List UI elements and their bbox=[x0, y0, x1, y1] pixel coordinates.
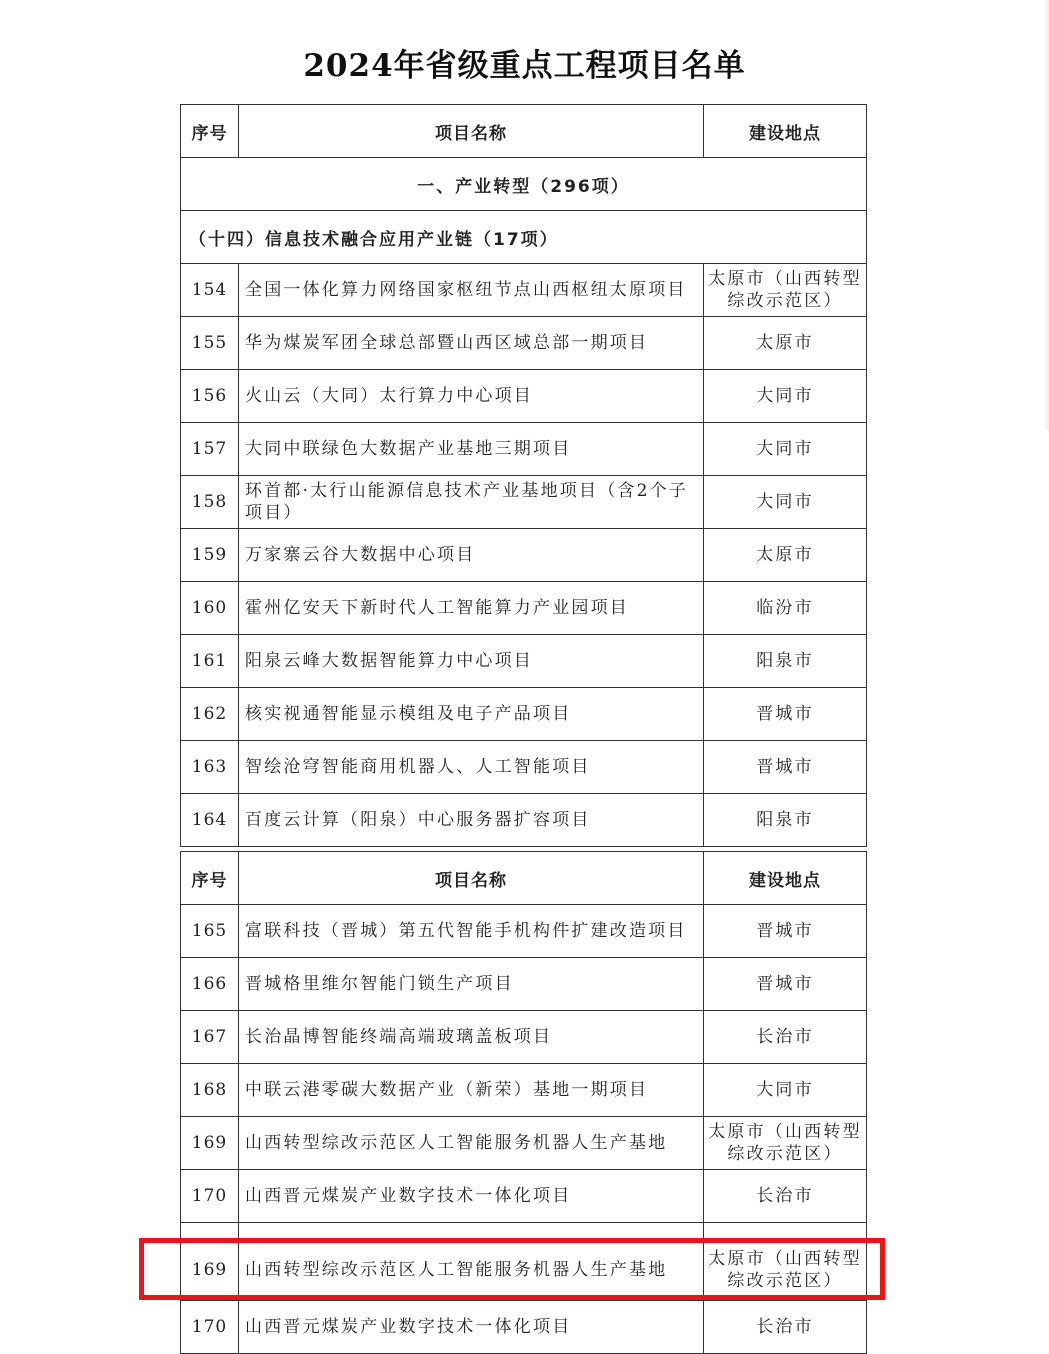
row-no: 155 bbox=[181, 317, 239, 370]
project-table-part-1 bbox=[180, 104, 867, 847]
row-location: 长治市 bbox=[704, 1170, 867, 1223]
row-location: 太原市（山西转型综改示范区） bbox=[704, 1239, 867, 1301]
row-name: 晋城格里维尔智能门锁生产项目 bbox=[239, 958, 704, 1011]
category-label: 一、产业转型（296项） bbox=[181, 158, 867, 211]
row-location: 长治市 bbox=[704, 1301, 867, 1354]
row-name: 长治晶博智能终端高端玻璃盖板项目 bbox=[239, 1011, 704, 1064]
table-row bbox=[181, 582, 867, 635]
row-name: 山西晋元煤炭产业数字技术一体化项目 bbox=[239, 1301, 704, 1354]
table-row bbox=[181, 741, 867, 794]
header-no: 序号 bbox=[181, 105, 239, 158]
row-no: 170 bbox=[181, 1170, 239, 1223]
row-no: 159 bbox=[181, 529, 239, 582]
project-table-part-2 bbox=[180, 851, 867, 1223]
row-name: 富联科技（晋城）第五代智能手机构件扩建改造项目 bbox=[239, 905, 704, 958]
row-name: 万家寨云谷大数据中心项目 bbox=[239, 529, 704, 582]
table-row bbox=[181, 370, 867, 423]
row-name: 智绘沧穹智能商用机器人、人工智能项目 bbox=[239, 741, 704, 794]
row-location: 大同市 bbox=[704, 370, 867, 423]
row-name: 山西晋元煤炭产业数字技术一体化项目 bbox=[239, 1170, 704, 1223]
row-location: 晋城市 bbox=[704, 688, 867, 741]
subcategory-label: （十四）信息技术融合应用产业链（17项） bbox=[181, 211, 867, 264]
page-edge-shadow bbox=[1043, 0, 1049, 430]
table-row bbox=[181, 423, 867, 476]
row-name: 核实视通智能显示模组及电子产品项目 bbox=[239, 688, 704, 741]
row-location: 阳泉市 bbox=[704, 635, 867, 688]
row-location: 阳泉市 bbox=[704, 794, 867, 847]
row-location: 晋城市 bbox=[704, 905, 867, 958]
row-name: 百度云计算（阳泉）中心服务器扩容项目 bbox=[239, 794, 704, 847]
header-location: 建设地点 bbox=[704, 852, 867, 905]
row-location: 晋城市 bbox=[704, 958, 867, 1011]
row-location: 大同市 bbox=[704, 476, 867, 529]
row-name: 大同中联绿色大数据产业基地三期项目 bbox=[239, 423, 704, 476]
row-location: 晋城市 bbox=[704, 741, 867, 794]
page-title: 2024年省级重点工程项目名单 bbox=[303, 48, 746, 84]
table-row bbox=[181, 317, 867, 370]
row-no: 158 bbox=[181, 476, 239, 529]
row-location: 临汾市 bbox=[704, 582, 867, 635]
category-row bbox=[181, 158, 867, 211]
row-location: 太原市（山西转型综改示范区） bbox=[704, 1117, 867, 1170]
header-location: 建设地点 bbox=[704, 105, 867, 158]
table-row bbox=[181, 264, 867, 317]
row-name: 山西转型综改示范区人工智能服务机器人生产基地 bbox=[239, 1117, 704, 1170]
table-row bbox=[181, 635, 867, 688]
row-no: 156 bbox=[181, 370, 239, 423]
row-name: 全国一体化算力网络国家枢纽节点山西枢纽太原项目 bbox=[239, 264, 704, 317]
row-no: 160 bbox=[181, 582, 239, 635]
row-no: 161 bbox=[181, 635, 239, 688]
row-no: 169 bbox=[181, 1239, 239, 1301]
row-name: 华为煤炭军团全球总部暨山西区域总部一期项目 bbox=[239, 317, 704, 370]
row-no: 165 bbox=[181, 905, 239, 958]
row-no: 163 bbox=[181, 741, 239, 794]
header-name: 项目名称 bbox=[239, 105, 704, 158]
table-row bbox=[181, 476, 867, 529]
row-name: 火山云（大同）太行算力中心项目 bbox=[239, 370, 704, 423]
header-no: 序号 bbox=[181, 852, 239, 905]
row-no: 170 bbox=[181, 1301, 239, 1354]
row-no: 154 bbox=[181, 264, 239, 317]
row-no: 164 bbox=[181, 794, 239, 847]
table-row bbox=[181, 958, 867, 1011]
row-location: 太原市 bbox=[704, 317, 867, 370]
highlight-box bbox=[139, 1238, 885, 1300]
row-location: 大同市 bbox=[704, 423, 867, 476]
table-row bbox=[181, 1011, 867, 1064]
row-no: 166 bbox=[181, 958, 239, 1011]
row-location: 太原市（山西转型综改示范区） bbox=[704, 264, 867, 317]
row-no: 167 bbox=[181, 1011, 239, 1064]
row-location: 大同市 bbox=[704, 1064, 867, 1117]
table-row bbox=[181, 529, 867, 582]
subcategory-row bbox=[181, 211, 867, 264]
row-name: 阳泉云峰大数据智能算力中心项目 bbox=[239, 635, 704, 688]
header-name: 项目名称 bbox=[239, 852, 704, 905]
table-row bbox=[181, 905, 867, 958]
row-no: 169 bbox=[181, 1117, 239, 1170]
table-gap-row bbox=[181, 1223, 867, 1239]
row-no: 162 bbox=[181, 688, 239, 741]
table-row bbox=[181, 1117, 867, 1170]
table-header-row bbox=[181, 105, 867, 158]
table-row bbox=[181, 688, 867, 741]
row-no: 168 bbox=[181, 1064, 239, 1117]
row-name: 环首都·太行山能源信息技术产业基地项目（含2个子项目） bbox=[239, 476, 704, 529]
table-row bbox=[181, 1301, 867, 1354]
table-row bbox=[181, 794, 867, 847]
row-name: 山西转型综改示范区人工智能服务机器人生产基地 bbox=[239, 1239, 704, 1301]
row-name: 霍州亿安天下新时代人工智能算力产业园项目 bbox=[239, 582, 704, 635]
row-location: 长治市 bbox=[704, 1011, 867, 1064]
row-name: 中联云港零碳大数据产业（新荣）基地一期项目 bbox=[239, 1064, 704, 1117]
row-no: 157 bbox=[181, 423, 239, 476]
row-location: 太原市 bbox=[704, 529, 867, 582]
table-row bbox=[181, 1170, 867, 1223]
table-row bbox=[181, 1064, 867, 1117]
table-header-row bbox=[181, 852, 867, 905]
